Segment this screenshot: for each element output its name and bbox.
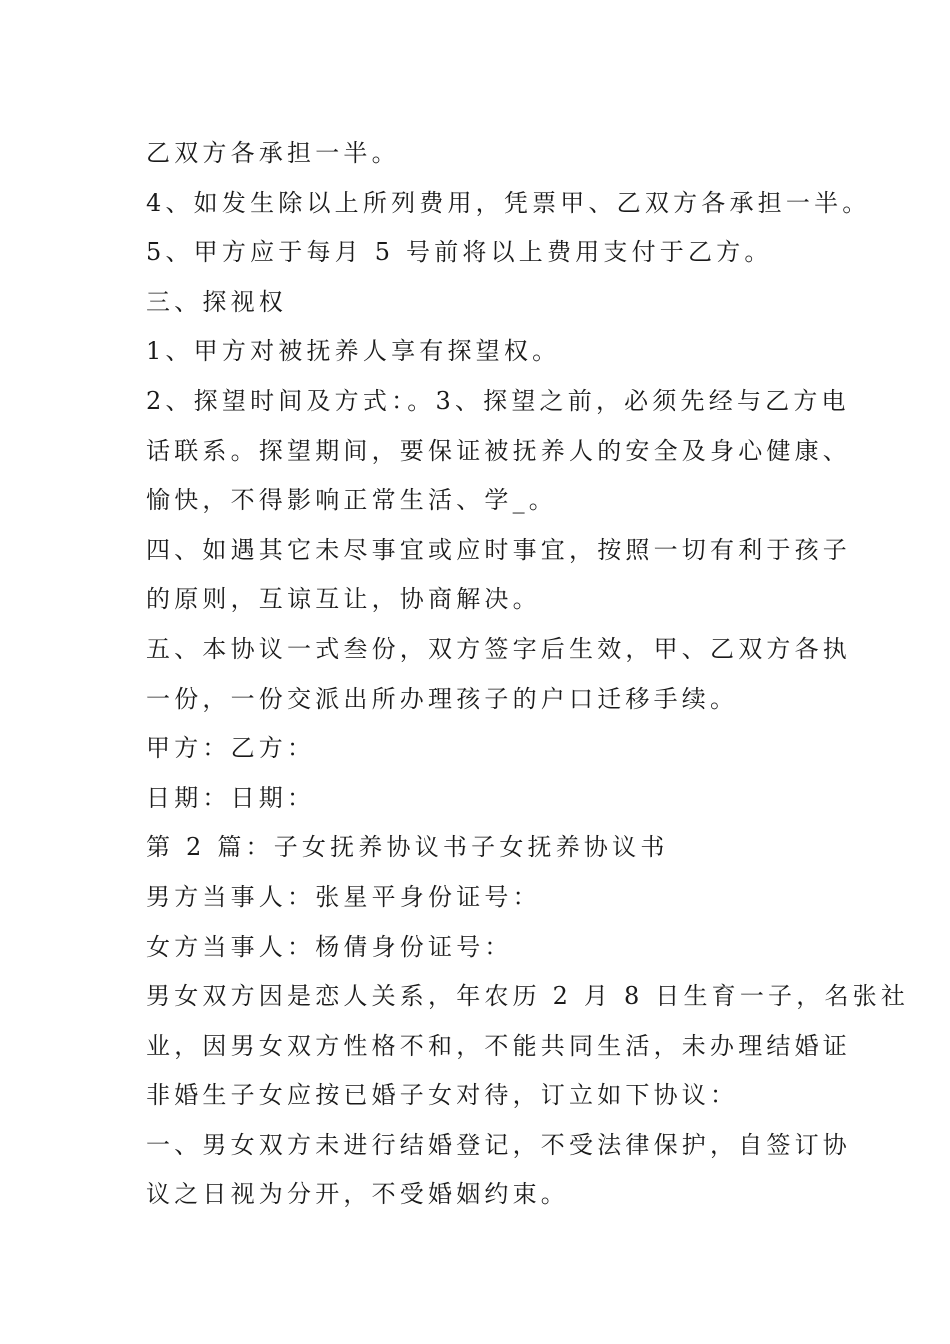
text-line: 四、如遇其它未尽事宜或应时事宜，按照一切有利于孩子 <box>146 535 851 564</box>
section-heading: 三、探视权 <box>146 287 287 316</box>
text-line: 男女双方因是恋人关系，年农历 2 月 8 日生育一子，名张社 <box>146 982 910 1011</box>
text-line: 一、男女双方未进行结婚登记，不受法律保护，自签订协 <box>146 1130 851 1159</box>
text-line: 1、甲方对被抚养人享有探望权。 <box>146 337 561 366</box>
text-line: 乙双方各承担一半。 <box>146 139 400 167</box>
chapter-title: 第 2 篇：子女抚养协议书子女抚养协议书 <box>146 833 669 862</box>
date-line: 日期：日期： <box>146 783 316 812</box>
text-line: 的原则，互谅互让，协商解决。 <box>146 585 541 614</box>
text-line: 5、甲方应于每月 5 号前将以上费用支付于乙方。 <box>146 238 773 267</box>
party-line-male: 男方当事人：张星平身份证号： <box>146 882 541 911</box>
text-line: 议之日视为分开，不受婚姻约束。 <box>146 1180 569 1209</box>
text-line: 话联系。探望期间，要保证被抚养人的安全及身心健康、 <box>146 436 851 465</box>
text-line: 4、如发生除以上所列费用，凭票甲、乙双方各承担一半。 <box>146 188 871 217</box>
text-line: 一份，一份交派出所办理孩子的户口迁移手续。 <box>146 684 739 713</box>
text-line: 2、探望时间及方式：。3、探望之前，必须先经与乙方电 <box>146 386 850 415</box>
text-line: 业，因男女双方性格不和，不能共同生活，未办理结婚证 <box>146 1031 851 1060</box>
document-body <box>146 133 910 1224</box>
text-line: 五、本协议一式叁份，双方签字后生效，甲、乙双方各执 <box>146 634 851 663</box>
text-line: 愉快，不得影响正常生活、学_。 <box>146 486 557 515</box>
signature-line: 甲方：乙方： <box>146 734 316 763</box>
text-line: 非婚生子女应按已婚子女对待，订立如下协议： <box>146 1081 739 1110</box>
party-line-female: 女方当事人：杨倩身份证号： <box>146 932 513 961</box>
